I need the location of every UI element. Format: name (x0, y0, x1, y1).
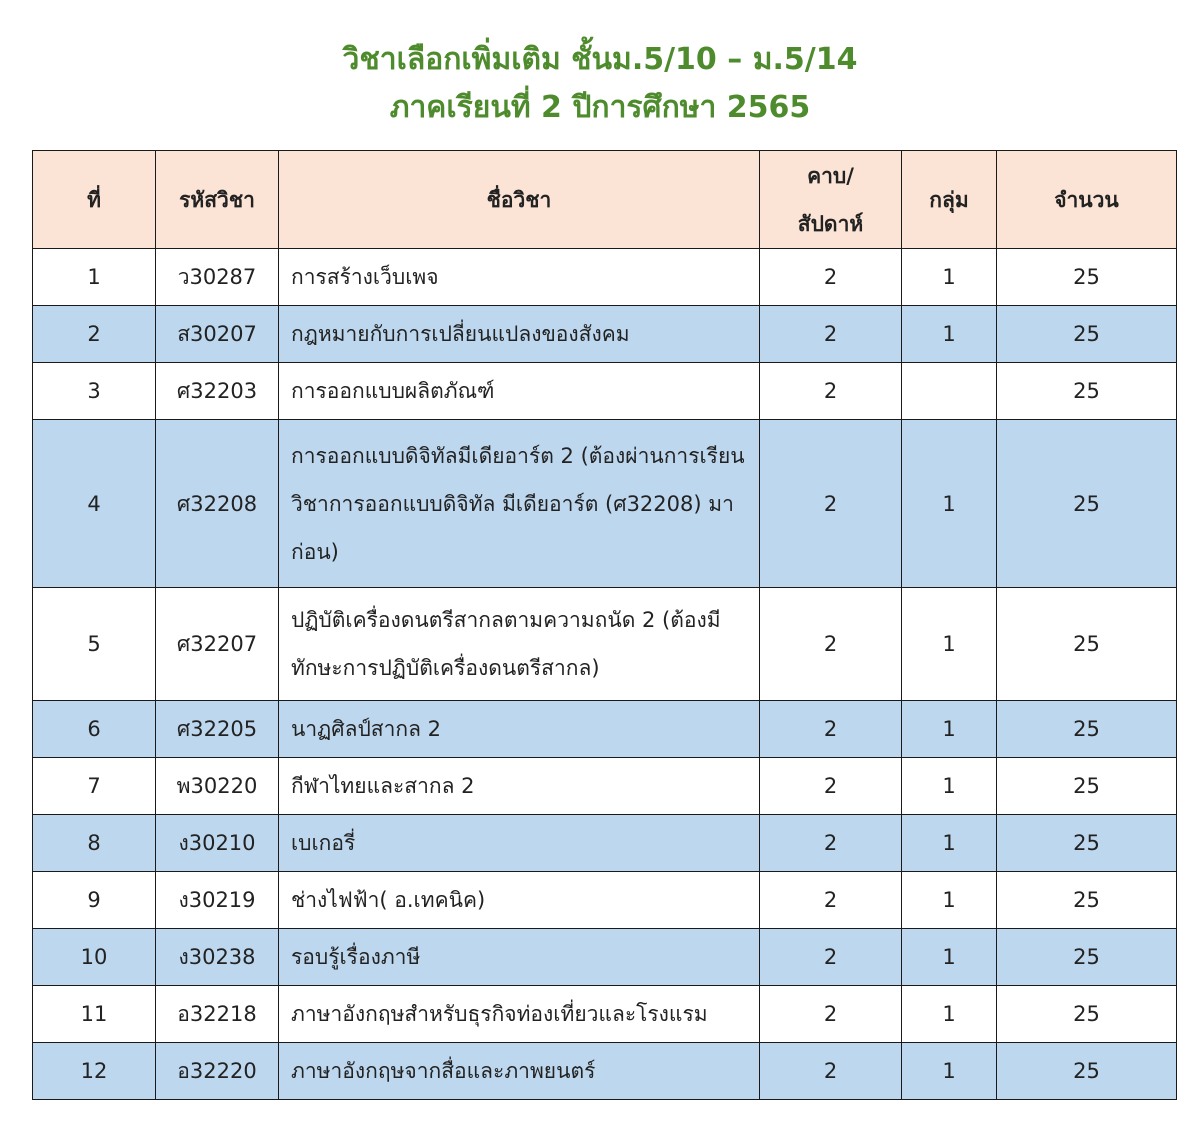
cell-periods: 2 (760, 929, 902, 986)
cell-count: 25 (997, 420, 1177, 588)
cell-no: 7 (33, 758, 156, 815)
table-row (33, 1043, 1177, 1100)
cell-code: ว30287 (156, 249, 279, 306)
page-title: วิชาเลือกเพิ่มเติม ชั้นม.5/10 – ม.5/14 (342, 42, 858, 77)
table-row (33, 872, 1177, 929)
header-periods (760, 151, 902, 249)
table-row (33, 701, 1177, 758)
cell-group: 1 (902, 815, 997, 872)
cell-no: 2 (33, 306, 156, 363)
cell-name: การสร้างเว็บเพจ (279, 249, 760, 306)
cell-periods: 2 (760, 986, 902, 1043)
table-row (33, 249, 1177, 306)
cell-periods: 2 (760, 249, 902, 306)
cell-periods: 2 (760, 306, 902, 363)
cell-group: 1 (902, 306, 997, 363)
cell-group: 1 (902, 249, 997, 306)
cell-periods: 2 (760, 588, 902, 701)
cell-group: 1 (902, 758, 997, 815)
cell-count: 25 (997, 249, 1177, 306)
cell-periods: 2 (760, 758, 902, 815)
cell-count: 25 (997, 872, 1177, 929)
cell-name: นาฏศิลป์สากล 2 (279, 701, 760, 758)
cell-group: 1 (902, 929, 997, 986)
table-header-row (33, 151, 1177, 249)
cell-periods: 2 (760, 701, 902, 758)
cell-periods: 2 (760, 872, 902, 929)
cell-no: 9 (33, 872, 156, 929)
cell-code: ง30238 (156, 929, 279, 986)
table-row (33, 815, 1177, 872)
cell-no: 3 (33, 363, 156, 420)
cell-code: ศ32208 (156, 420, 279, 588)
cell-name: การออกแบบผลิตภัณฑ์ (279, 363, 760, 420)
cell-count: 25 (997, 701, 1177, 758)
cell-count: 25 (997, 306, 1177, 363)
cell-code: ศ32207 (156, 588, 279, 701)
cell-count: 25 (997, 986, 1177, 1043)
header-group: กลุ่ม (902, 151, 997, 249)
table-row (33, 929, 1177, 986)
cell-code: อ32220 (156, 1043, 279, 1100)
cell-name: ช่างไฟฟ้า( อ.เทคนิค) (279, 872, 760, 929)
cell-periods: 2 (760, 420, 902, 588)
table-row (33, 363, 1177, 420)
table-row (33, 758, 1177, 815)
table-row (33, 986, 1177, 1043)
cell-code: ศ32205 (156, 701, 279, 758)
table-row (33, 420, 1177, 588)
cell-no: 6 (33, 701, 156, 758)
header-periods-line2: สัปดาห์ (797, 211, 864, 236)
cell-group: 1 (902, 588, 997, 701)
cell-count: 25 (997, 588, 1177, 701)
cell-code: ง30219 (156, 872, 279, 929)
header-name: ชื่อวิชา (279, 151, 760, 249)
cell-count: 25 (997, 815, 1177, 872)
header-periods-line1: คาบ/ (807, 163, 854, 188)
cell-no: 12 (33, 1043, 156, 1100)
cell-name: กฎหมายกับการเปลี่ยนแปลงของสังคม (279, 306, 760, 363)
cell-name: รอบรู้เรื่องภาษี (279, 929, 760, 986)
header-code: รหัสวิชา (156, 151, 279, 249)
cell-group: 1 (902, 986, 997, 1043)
cell-no: 1 (33, 249, 156, 306)
table-body (33, 249, 1177, 1100)
cell-code: อ32218 (156, 986, 279, 1043)
cell-name: ปฏิบัติเครื่องดนตรีสากลตามความถนัด 2 (ต้องมีทักษะการปฏิบัติเครื่องดนตรีสากล) (279, 588, 760, 701)
cell-no: 5 (33, 588, 156, 701)
cell-group: 1 (902, 1043, 997, 1100)
cell-name: การออกแบบดิจิทัลมีเดียอาร์ต 2 (ต้องผ่านการเรียนวิชาการออกแบบดิจิทัล มีเดียอาร์ต (ศ32208) มาก่อน) (279, 420, 760, 588)
table-row (33, 588, 1177, 701)
cell-count: 25 (997, 1043, 1177, 1100)
cell-group: 1 (902, 420, 997, 588)
cell-no: 4 (33, 420, 156, 588)
header-no: ที่ (33, 151, 156, 249)
cell-no: 8 (33, 815, 156, 872)
cell-periods: 2 (760, 363, 902, 420)
cell-group: 1 (902, 872, 997, 929)
cell-name: ภาษาอังกฤษจากสื่อและภาพยนตร์ (279, 1043, 760, 1100)
page-subtitle: ภาคเรียนที่ 2 ปีการศึกษา 2565 (389, 90, 811, 125)
table-row (33, 306, 1177, 363)
cell-periods: 2 (760, 815, 902, 872)
header-count: จำนวน (997, 151, 1177, 249)
cell-no: 11 (33, 986, 156, 1043)
cell-count: 25 (997, 363, 1177, 420)
cell-group: 1 (902, 701, 997, 758)
cell-code: ส30207 (156, 306, 279, 363)
cell-count: 25 (997, 929, 1177, 986)
cell-periods: 2 (760, 1043, 902, 1100)
cell-name: ภาษาอังกฤษสำหรับธุรกิจท่องเที่ยวและโรงแรม (279, 986, 760, 1043)
cell-no: 10 (33, 929, 156, 986)
cell-code: ศ32203 (156, 363, 279, 420)
cell-count: 25 (997, 758, 1177, 815)
course-table (32, 150, 1177, 1100)
cell-name: เบเกอรี่ (279, 815, 760, 872)
cell-code: ง30210 (156, 815, 279, 872)
cell-code: พ30220 (156, 758, 279, 815)
title-block (0, 36, 1200, 132)
cell-name: กีฬาไทยและสากล 2 (279, 758, 760, 815)
cell-group (902, 363, 997, 420)
